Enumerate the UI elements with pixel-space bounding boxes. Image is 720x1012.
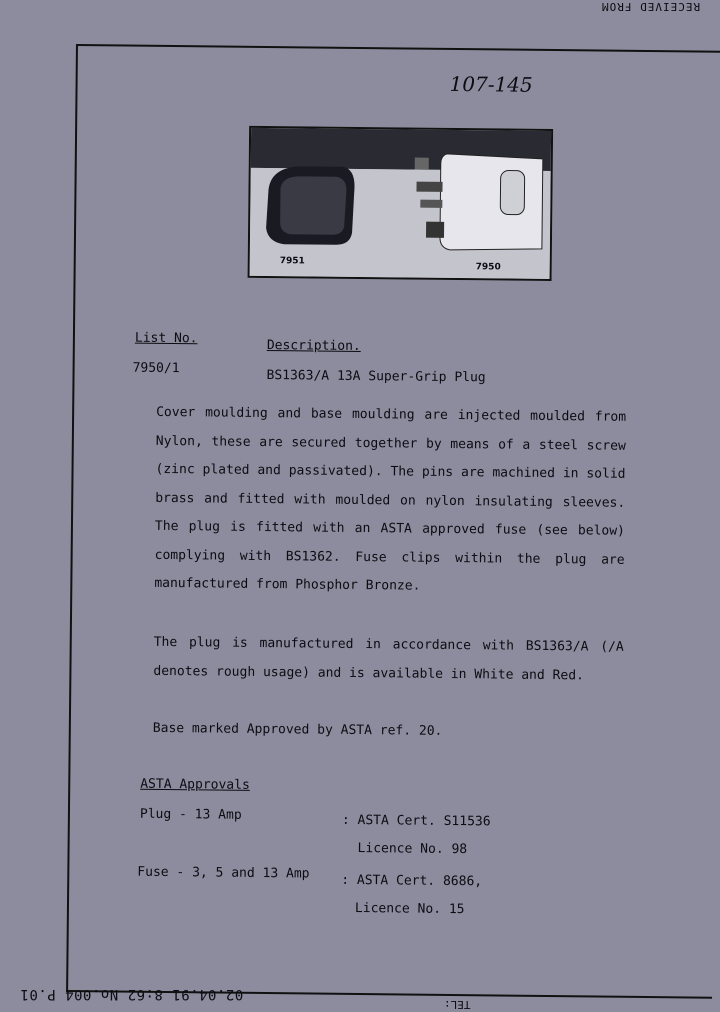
approval-item-fuse: Fuse - 3, 5 and 13 Amp (137, 864, 310, 882)
approval-item-plug: Plug - 13 Amp (139, 806, 242, 823)
product-photo (248, 126, 554, 281)
paragraph-marking: Base marked Approved by ASTA ref. 20. (152, 720, 443, 739)
photo-label-left: 7951 (279, 256, 305, 267)
description-heading: Description. (266, 338, 361, 354)
approvals-heading: ASTA Approvals (140, 776, 250, 793)
list-no-heading: List No. (134, 330, 198, 347)
item-description: BS1363/A 13A Super-Grip Plug (266, 368, 486, 386)
item-list-no: 7950/1 (132, 360, 180, 377)
document-page (66, 44, 720, 999)
fax-header: RECEIVED FROM (600, 0, 700, 13)
approval-licence-fuse: Licence No. 15 (354, 900, 465, 918)
fax-footer-page: TEL: (444, 998, 471, 1011)
approval-cert-fuse: : ASTA Cert. 8686, (341, 872, 483, 890)
approval-licence-plug: Licence No. 98 (357, 840, 468, 858)
photo-label-right: 7950 (475, 262, 501, 273)
paragraph-construction: Cover moulding and base moulding are injected moulded from Nylon, these are secured together by means of a steel screw (zinc plated and passivated). The pins are machined in solid brass and fitted with moulded on nylon insulating sleeves. The plug is fitted with an ASTA approved fuse (see below) complying with BS1362. Fuse clips within the plug are manufactured from Phosphor Bronze. (154, 404, 627, 594)
handwritten-reference: 107-145 (449, 71, 533, 97)
paragraph-manufacture: The plug is manufactured in accordance with BS1363/A (/A denotes rough usage) and is available in White and Red. (153, 634, 624, 683)
approval-cert-plug: : ASTA Cert. S11536 (341, 812, 491, 830)
fax-footer: 02.04.91 8:62 No.004 P.01 (20, 986, 244, 1002)
